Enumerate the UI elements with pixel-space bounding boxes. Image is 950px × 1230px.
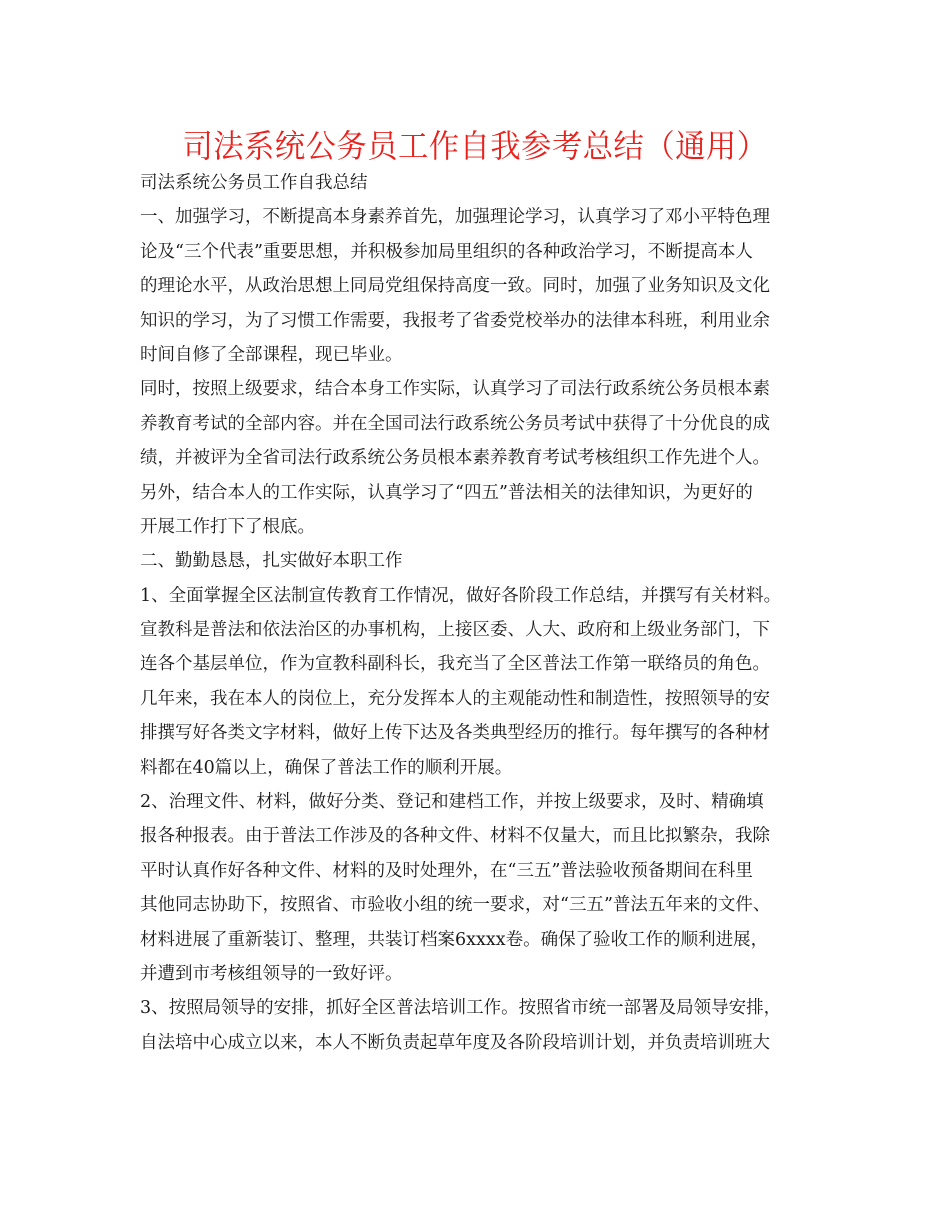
body-line: 宣教科是普法和依法治区的办事机构，上接区委、人大、政府和上级业务部门，下 <box>140 620 770 641</box>
body-line: 一、加强学习，不断提高本身素养首先，加强理论学习，认真学习了邓小平特色理 <box>140 207 770 228</box>
body-line: 司法系统公务员工作自我总结 <box>140 173 368 193</box>
body-line: 开展工作打下了根底。 <box>140 516 315 537</box>
body-line: 几年来，我在本人的岗位上，充分发挥本人的主观能动性和制造性，按照领导的安 <box>140 688 770 709</box>
body-line: 绩，并被评为全省司法行政系统公务员根本素养教育考试考核组织工作先进个人。 <box>140 448 770 469</box>
body-line: 料都在40篇以上，确保了普法工作的顺利开展。 <box>140 757 513 778</box>
body-line: 平时认真作好各种文件、材料的及时处理外，在“三五”普法验收预备期间在科里 <box>140 860 753 881</box>
body-line: 二、勤勤恳恳，扎实做好本职工作 <box>140 551 403 572</box>
body-line: 知识的学习，为了习惯工作需要，我报考了省委党校举办的法律本科班，利用业余 <box>140 310 770 331</box>
body-line: 自法培中心成立以来，本人不断负责起草年度及各阶段培训计划，并负责培训班大 <box>140 1032 770 1053</box>
document-body <box>140 166 820 1060</box>
body-line: 并遭到市考核组领导的一致好评。 <box>140 963 403 984</box>
body-line: 连各个基层单位，作为宣教科副科长，我充当了全区普法工作第一联络员的角色。 <box>140 654 770 675</box>
document-title: 司法系统公务员工作自我参考总结（通用） <box>182 127 768 165</box>
body-line: 时间自修了全部课程，现已毕业。 <box>140 344 403 365</box>
body-line: 3、按照局领导的安排，抓好全区普法培训工作。按照省市统一部署及局领导安排， <box>140 998 782 1019</box>
body-line: 另外，结合本人的工作实际，认真学习了“四五”普法相关的法律知识，为更好的 <box>140 482 753 503</box>
body-line: 2、治理文件、材料，做好分类、登记和建档工作，并按上级要求，及时、精确填 <box>140 792 764 813</box>
body-line: 论及“三个代表”重要思想，并积极参加局里组织的各种政治学习，不断提高本人 <box>140 241 753 262</box>
body-line: 排撰写好各类文字材料，做好上传下达及各类典型经历的推行。每年撰写的各种材 <box>140 723 770 744</box>
body-line: 1、全面掌握全区法制宣传教育工作情况，做好各阶段工作总结，并撰写有关材料。 <box>140 585 782 606</box>
body-line: 同时，按照上级要求，结合本身工作实际，认真学习了司法行政系统公务员根本素 <box>140 379 770 400</box>
body-line: 的理论水平，从政治思想上同局党组保持高度一致。同时，加强了业务知识及文化 <box>140 276 770 297</box>
body-line: 其他同志协助下，按照省、市验收小组的统一要求，对“三五”普法五年来的文件、 <box>140 895 771 916</box>
body-line: 养教育考试的全部内容。并在全国司法行政系统公务员考试中获得了十分优良的成 <box>140 413 770 434</box>
body-line: 材料进展了重新装订、整理，共装订档案6xxxx卷。确保了验收工作的顺利进展， <box>140 929 769 950</box>
body-line: 报各种报表。由于普法工作涉及的各种文件、材料不仅量大，而且比拟繁杂，我除 <box>140 826 770 847</box>
